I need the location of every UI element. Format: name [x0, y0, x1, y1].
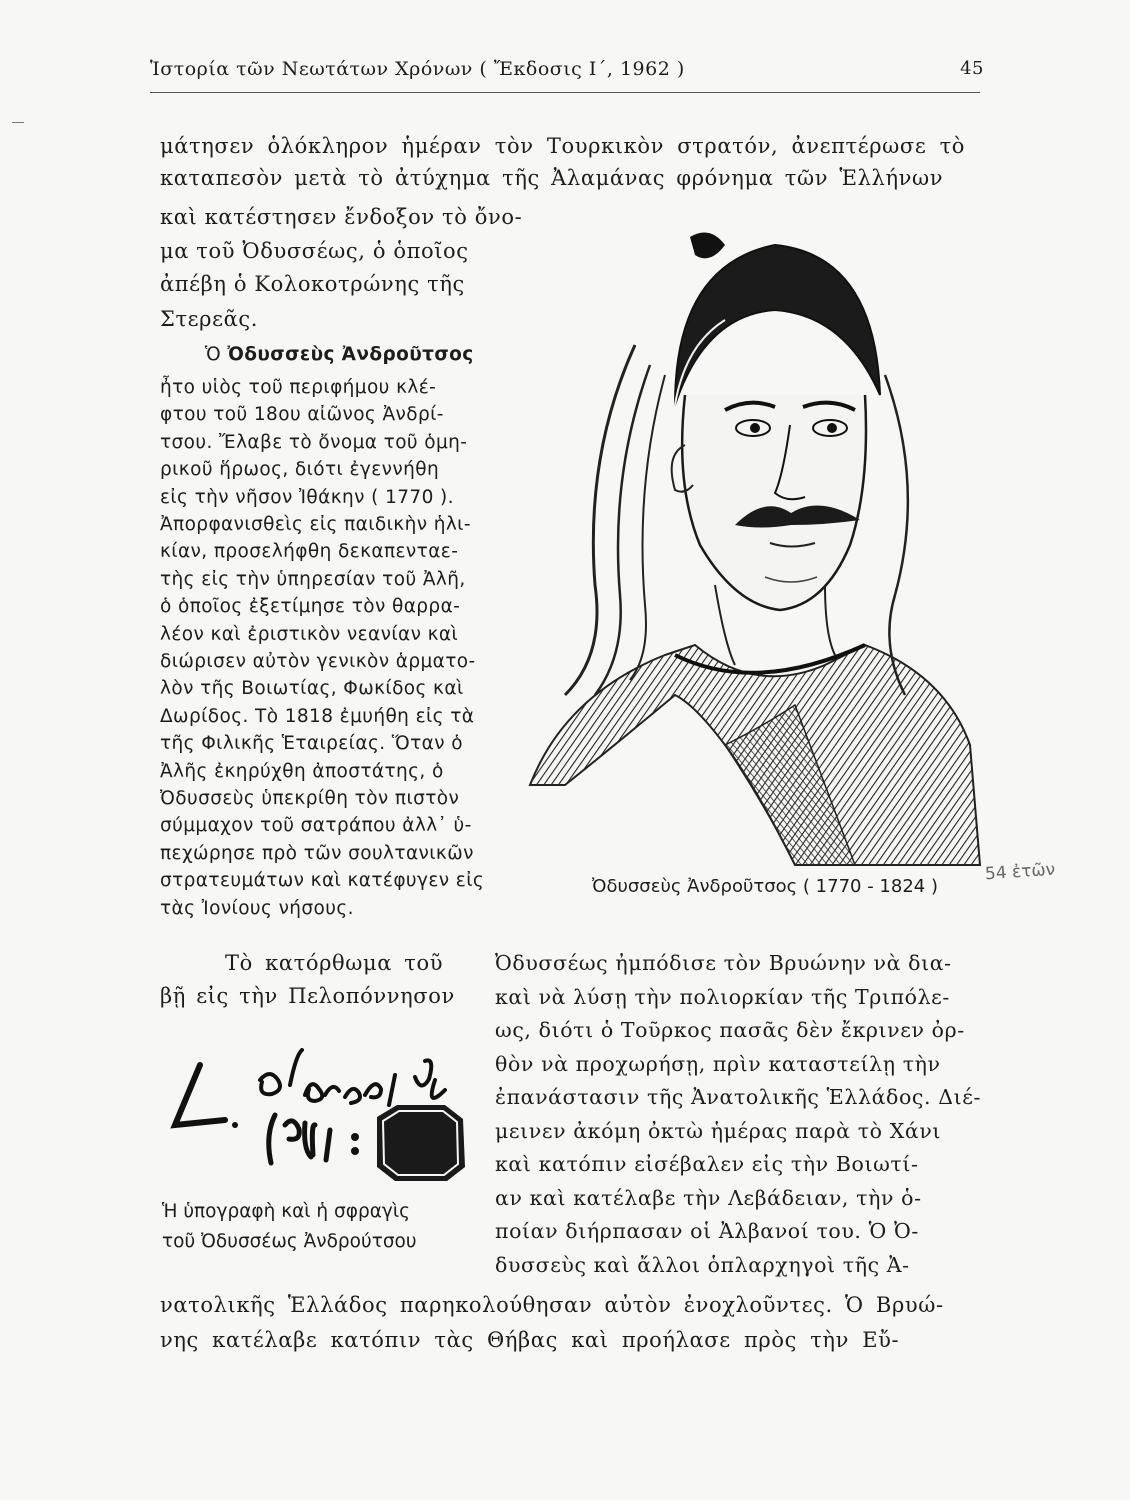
bio-line: ἦτο υἱὸς τοῦ περιφήμου κλέ- — [160, 377, 437, 398]
bio-line: Ἀπορφανισθεὶς εἰς παιδικὴν ἡλι- — [160, 514, 471, 535]
text-line: καὶ κατέστησεν ἔνδοξον τὸ ὄνο- — [160, 205, 523, 229]
running-header — [150, 58, 984, 80]
page-number: 45 — [960, 58, 984, 79]
text-line: βῇ εἰς τὴν Πελοπόννησον — [160, 984, 455, 1008]
right-column-line: αν καὶ κατέλαβε τὴν Λεβάδειαν, τὴν ὁ- — [495, 1185, 922, 1210]
bio-line: κίαν, προσελήφθη δεκαπενταε- — [160, 541, 459, 563]
bio-name-line — [205, 342, 474, 368]
signature-and-seal — [165, 1025, 485, 1185]
text-line: νατολικῆς Ἑλλάδος παρηκολούθησαν αὐτὸν ἐνοχλοῦντες. Ὁ Βρυώ- — [160, 1293, 944, 1317]
bio-line: σύμμαχον τοῦ σατράπου ἀλλ᾽ ὑ- — [160, 815, 472, 837]
signature-caption-line: τοῦ Ὀδυσσέως Ἀνδρούτσου — [162, 1231, 417, 1252]
bio-line: Δωρίδος. Τὸ 1818 ἐμυήθη εἰς τὰ — [160, 705, 475, 727]
right-column-line: δυσσεὺς καὶ ἄλλοι ὁπλαρχηγοὶ τῆς Ἀ- — [495, 1252, 910, 1277]
right-column-line: ἐπανάστασιν τῆς Ἀνατολικῆς Ἑλλάδος. Διέ- — [495, 1085, 982, 1109]
portrait-caption: Ὀδυσσεὺς Ἀνδροῦτσος ( 1770 - 1824 ) — [592, 876, 938, 897]
signature-caption-line: Ἡ ὑπογραφὴ καὶ ἡ σφραγὶς — [162, 1201, 410, 1222]
margin-dash — [12, 122, 24, 123]
text-line: μα τοῦ Ὀδυσσέως, ὁ ὁποῖος — [160, 239, 469, 263]
bio-line: λέον καὶ ἐριστικὸν νεανίαν καὶ — [160, 623, 459, 645]
text-line: μάτησεν ὁλόκληρον ἡμέραν τὸν Τουρκικὸν στρατόν, ἀνεπτέρωσε τὸ — [160, 134, 966, 158]
handwritten-margin-note: 54 ἐτῶν — [984, 859, 1056, 885]
running-title: Ἱστορία τῶν Νεωτάτων Χρόνων ( Ἔκδοσις Ι΄, 1962 ) — [150, 58, 685, 80]
bio-line: λὸν τῆς Βοιωτίας, Φωκίδος καὶ — [160, 678, 464, 700]
right-column-line: ποίαν διήρπασαν οἱ Ἀλβανοί του. Ὁ Ὀ- — [495, 1219, 919, 1243]
right-column-line: καὶ κατόπιν εἰσέβαλεν εἰς τὴν Βοιωτί- — [495, 1152, 919, 1176]
right-column-line: Ὀδυσσέως ἠμπόδισε τὸν Βρυώνην νὰ δια- — [495, 951, 952, 975]
right-column-line: ως, διότι ὁ Τοῦρκος πασᾶς δὲν ἔκρινεν ὀρ- — [495, 1018, 965, 1042]
bio-line: Ἀλῆς ἐκηρύχθη ἀποστάτης, ὁ — [160, 760, 444, 782]
bio-line: τὰς Ἰονίους νήσους. — [160, 897, 354, 919]
bio-line: τσου. Ἔλαβε τὸ ὄνομα τοῦ ὁμη- — [160, 431, 468, 453]
right-column-line: μεινεν ἀκόμη ὀκτὼ ἡμέρας παρὰ τὸ Χάνι — [495, 1118, 942, 1143]
bio-line: Ὀδυσσεὺς ὑπεκρίθη τὸν πιστὸν — [160, 788, 460, 809]
bio-line: τῆς Φιλικῆς Ἑταιρείας. Ὅταν ὁ — [160, 733, 463, 755]
text-line: νης κατέλαβε κατόπιν τὰς Θήβας καὶ προήλασε πρὸς τὴν Εὔ- — [160, 1328, 900, 1352]
header-rule — [150, 92, 980, 93]
bio-line: εἰς τὴν νῆσον Ἰθάκην ( 1770 ). — [160, 486, 454, 508]
bio-name-prefix: Ὁ — [205, 344, 222, 365]
text-line: καταπεσὸν μετὰ τὸ ἀτύχημα τῆς Ἀλαμάνας φρόνημα τῶν Ἑλλήνων — [160, 166, 944, 190]
right-column-line: καὶ νὰ λύσῃ τὴν πολιορκίαν τῆς Τριπόλε- — [495, 984, 950, 1009]
bio-name: Ὀδυσσεὺς Ἀνδροῦτσος — [227, 344, 474, 365]
bio-line: διώρισεν αὐτὸν γενικὸν ἁρματο- — [160, 651, 476, 672]
bio-line: τὴς εἰς τὴν ὑπηρεσίαν τοῦ Ἀλῆ, — [160, 568, 466, 590]
bio-line: φτου τοῦ 18ου αἰῶνος Ἀνδρί- — [160, 404, 444, 426]
bio-line: ρικοῦ ἥρωος, διότι ἐγεννήθη — [160, 459, 440, 481]
bio-line: ὁ ὁποῖος ἐξετίμησε τὸν θαρρα- — [160, 596, 461, 618]
text-line: Τὸ κατόρθωμα τοῦ — [225, 951, 444, 975]
portrait-engraving — [525, 225, 990, 875]
right-column-line: θὸν νὰ προχωρήσῃ, πρὶν καταστείλῃ τὴν — [495, 1051, 941, 1076]
text-line: ἀπέβη ὁ Κολοκοτρώνης τῆς — [160, 272, 465, 296]
text-line: Στερεᾶς. — [160, 307, 258, 331]
bio-line: πεχώρησε πρὸ τῶν σουλτανικῶν — [160, 842, 474, 864]
bio-line: στρατευμάτων καὶ κατέφυγεν εἰς — [160, 870, 485, 892]
